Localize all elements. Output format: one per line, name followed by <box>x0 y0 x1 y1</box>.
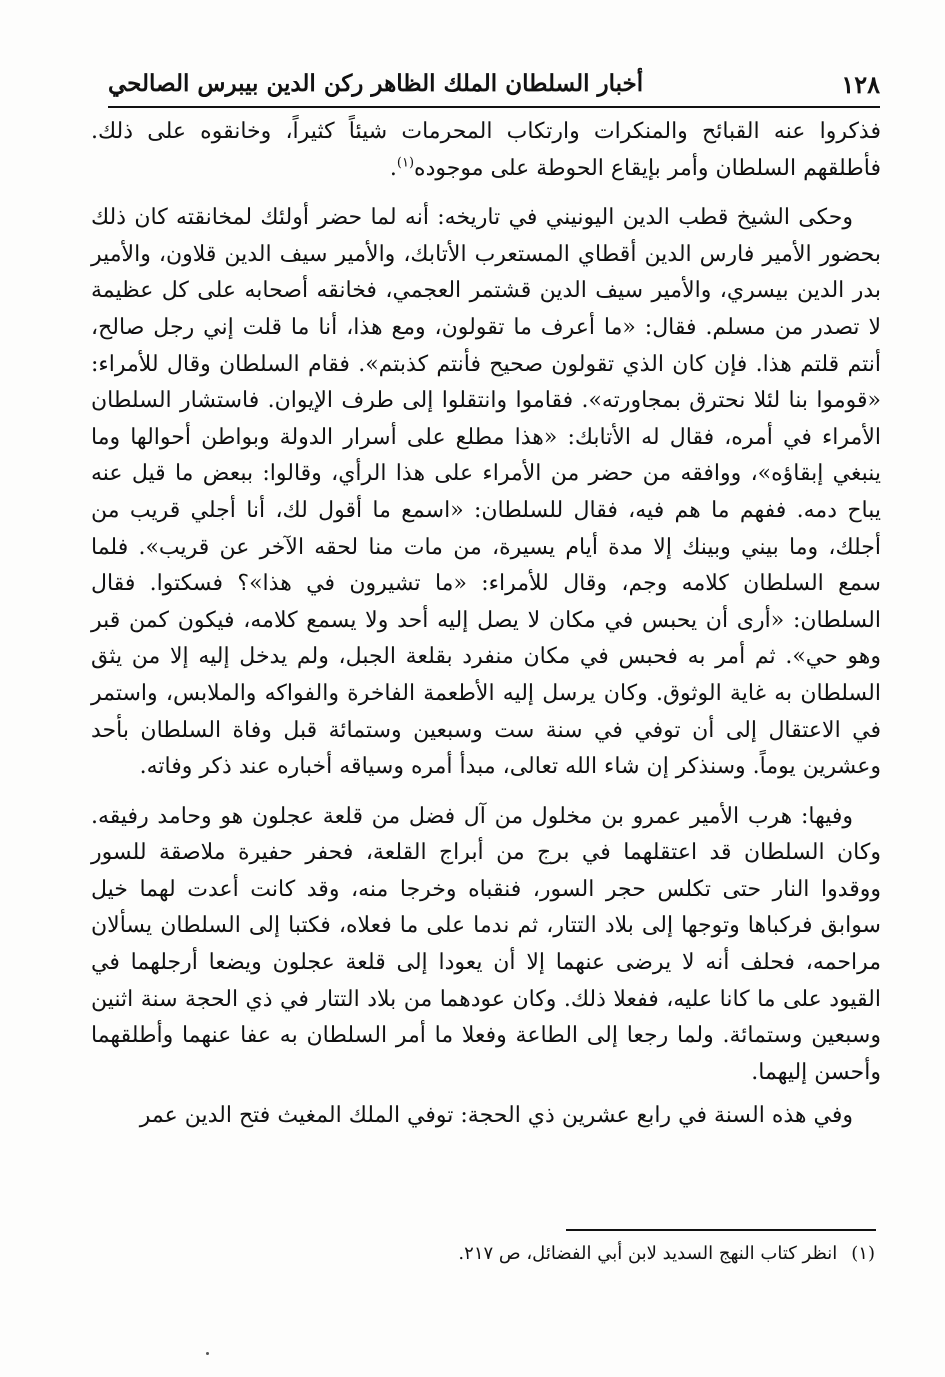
footnote <box>85 1240 875 1268</box>
paragraph-4: وفي هذه السنة في رابع عشرين ذي الحجة: توفي الملك المغيث فتح الدين عمر <box>139 1103 853 1129</box>
page-number: ١٢٨ <box>841 70 880 99</box>
footnote-divider <box>566 1229 876 1231</box>
scan-speck <box>206 1352 209 1355</box>
paragraph-1-end: . <box>389 155 397 181</box>
running-title: أخبار السلطان الملك الظاهر ركن الدين بيبرس الصالحي <box>108 70 644 97</box>
footnote-text: انظر كتاب النهج السديد لابن أبي الفضائل، ص ٢١٧. <box>458 1243 838 1264</box>
footnote-reference: (١) <box>396 155 415 171</box>
page-header <box>108 66 880 108</box>
main-text <box>91 114 881 1135</box>
paragraph-1 <box>91 114 881 187</box>
paragraph-1-text: فذكروا عنه القبائح والمنكرات وارتكاب المحرمات شيئاً كثيراً، وخانقوه على ذلك. فأطلقهم السلطان وأمر بإيقاع الحوطة على موجوده <box>91 119 881 181</box>
paragraph-3: وفيها: هرب الأمير عمرو بن مخلول من آل فضل من قلعة عجلون هو وحامد رفيقه. وكان السلطان قد اعتقلهما في برج من أبراج القلعة، فحفر حفيرة ملاصقة للسور ووقدوا النار حتى تكلس حجر السور، فنقباه وخرجا منه، وقد كانت أعدت لهما خيل سوابق فركباها وتوجها إلى بلاد التتار، ثم ندما على ما فعلاه، فكتبا إلى السلطان يسألان مراحمه، فحلف أنه لا يرضى عنهما إلا أن يعودا إلى قلعة عجلون ويضعا أرجلهما في القيود على ما كانا عليه، ففعلا ذلك. وكان عودهما من بلاد التتار في ذي الحجة سنة اثنين وسبعين وستمائة. ولما رجعا إلى الطاعة وفعلا ما أمر السلطان به عفا عنهما وأطلقهما وأحسن إليهما. <box>91 803 881 1085</box>
paragraph-2: وحكى الشيخ قطب الدين اليونيني في تاريخه: أنه لما حضر أولئك لمخانقته كان ذلك بحضور الأمير فارس الدين أقطاي المستعرب الأتابك، والأمير سيف الدين قلاون، والأمير بدر الدين بيسري، والأمير سيف الدين قشتمر العجمي، فخانقه أصحابه على كل عظيمة لا تصدر من مسلم. فقال: «ما أعرف ما تقولون، ومع هذا، أنا ما قلت إني رجل صالح، أنتم قلتم هذا. فإن كان الذي تقولون صحيح فأنتم كذبتم». فقام السلطان وقال للأمراء: «قوموا بنا لئلا نحترق بمجاورته». فقاموا وانتقلوا إلى طرف الإيوان. فاستشار السلطان الأمراء في أمره، فقال له الأتابك: «هذا مطلع على أسرار الدولة وبواطن أحوالها وما ينبغي إبقاؤه»، ووافقه من حضر من الأمراء على هذا الرأي، وقالوا: ببعض ما قيل عنه يباح دمه. ففهم ما هم فيه، فقال للسلطان: «اسمع ما أقول لك، أنا أجلي قريب من أجلك، وما بيني وبينك إلا مدة أيام يسيرة، من مات منا لحقه الآخر عن قريب». فلما سمع السلطان كلامه وجم، وقال للأمراء: «ما تشيرون في هذا»؟ فسكتوا. فقال السلطان: «أرى أن يحبس في مكان لا يصل إليه أحد ولا يسمع كلامه، فيكون كمن قبر وهو حي». ثم أمر به فحبس في مكان منفرد بقلعة الجبل، ولم يدخل إليه إلا من يثق السلطان به غاية الوثوق. وكان يرسل إليه الأطعمة الفاخرة والفواكه والملابس، واستمر في الاعتقال إلى أن توفي في سنة ست وسبعين وستمائة قبل وفاة السلطان بأحد وعشرين يوماً. وسنذكر إن شاء الله تعالى، مبدأ أمره وسياقه أخباره عند ذكر وفاته. <box>91 205 881 780</box>
footnote-number: (١) <box>851 1243 875 1264</box>
